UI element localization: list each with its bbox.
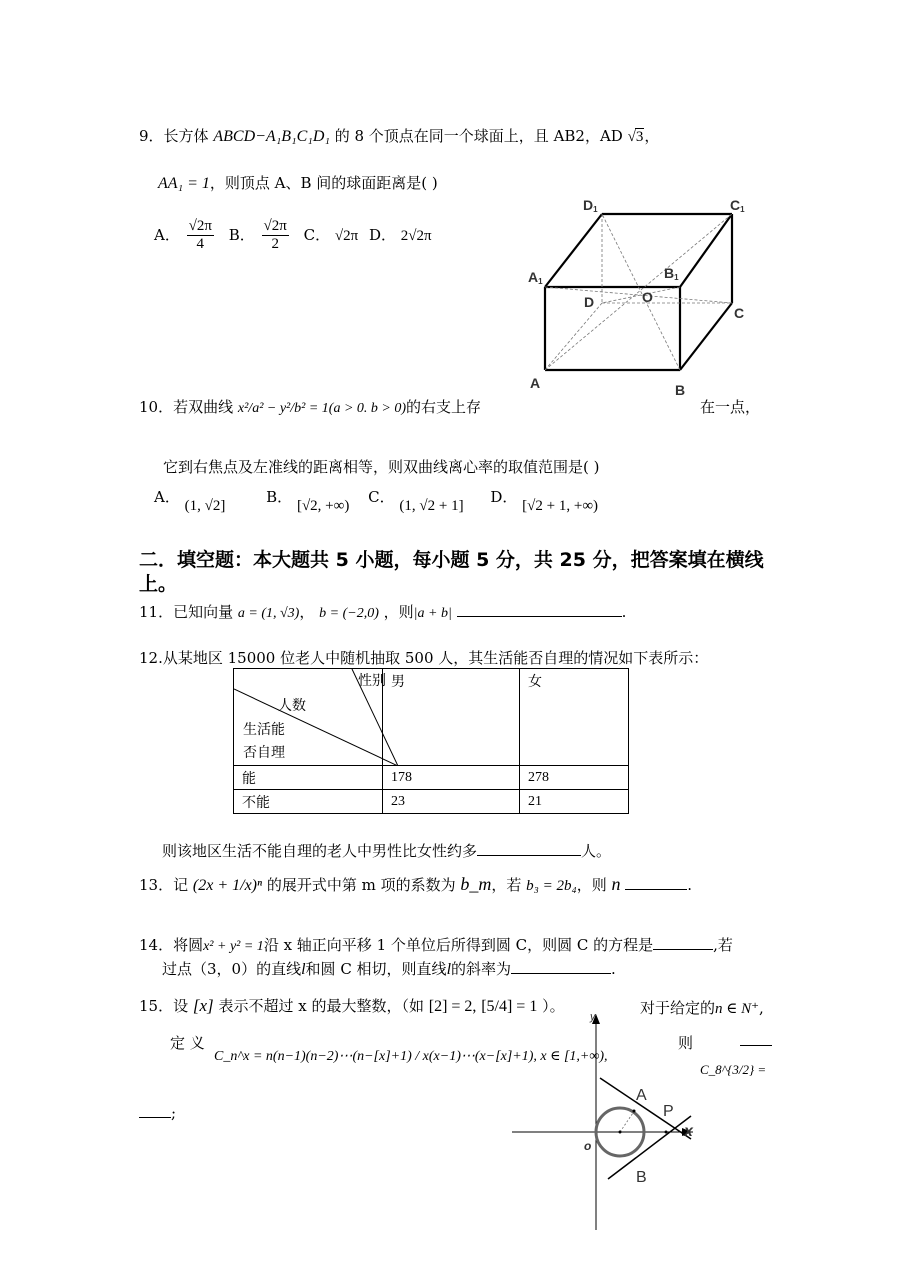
section-heading: 二．填空题：本大题共 5 小题，每小题 5 分，共 25 分，把答案填在横线上。 <box>139 549 764 595</box>
q15-floor: [x] <box>192 996 214 1015</box>
q15-ask: C_8^{3/2} = <box>700 1062 767 1077</box>
q15-example-2: [5/4] = 1 <box>481 998 538 1015</box>
q14-line1: 14．将圆x² + y² = 1沿 x 轴正向平移 1 个单位后所得到圆 C，则圆 C 的方程是 ,若 <box>139 936 733 954</box>
cell-female: 21 <box>520 790 629 814</box>
center-point <box>619 1131 622 1134</box>
q9-option-b: $\frac{√2\pi}{2}$ <box>263 218 287 253</box>
point-p-label: P <box>663 1103 674 1120</box>
q10-option-c: (1, √2 + 1] <box>399 498 464 514</box>
q9-number: 9． <box>139 127 164 145</box>
header-female: 女 <box>520 669 629 766</box>
q12-question: 则该地区生活不能自理的老人中男性比女性约多 人。 <box>162 842 612 860</box>
q13-answer-blank[interactable] <box>625 889 687 890</box>
cell-male: 23 <box>383 790 520 814</box>
table-header-diagonal <box>234 669 386 766</box>
q15-then: 则 <box>678 1034 694 1052</box>
label-B1: B1 <box>664 265 679 282</box>
label-B: B <box>675 382 686 398</box>
cell-male: 178 <box>383 766 520 790</box>
q9-sqrt3: 3 <box>635 129 644 145</box>
q9-option-d-label: D． <box>368 225 397 244</box>
q11-expression: |a + b| <box>413 606 452 621</box>
q15-number: 15． <box>139 997 174 1015</box>
row-label: 不能 <box>234 790 383 814</box>
label-A: A <box>530 375 541 391</box>
tangent-line-lower <box>608 1116 691 1179</box>
cuboid-figure <box>520 190 760 402</box>
q11-vector-a: a = (1, √3) <box>237 606 300 621</box>
tangent-graph <box>508 1012 708 1234</box>
label-C: C <box>734 305 745 321</box>
q13-bm: b_m <box>460 874 492 894</box>
q13-number: 13． <box>139 876 174 894</box>
header-male: 男 <box>383 669 520 766</box>
cell-female: 278 <box>520 766 629 790</box>
q9-option-c-label: C． <box>303 225 331 244</box>
row-label: 能 <box>234 766 383 790</box>
q15-formula: C_n^x = n(n−1)(n−2)⋯(n−[x]+1) / x(x−1)⋯(x−[x]+1), x ∈ [1,+∞), <box>214 1049 608 1064</box>
q15-line1: 15．设 [x] 表示不超过 x 的最大整数，（如 [2] = 2, [5/4] = 1 ）。 <box>139 996 565 1015</box>
point-p <box>665 1131 668 1134</box>
q12-answer-blank[interactable] <box>477 855 581 856</box>
y-axis-label: y <box>590 1012 596 1023</box>
q14-answer-blank-1[interactable] <box>653 949 713 950</box>
q14-line2: 过点（3，0）的直线l和圆 C 相切，则直线l的斜率为 . <box>162 960 616 978</box>
q10-option-d: [√2 + 1, +∞) <box>522 498 599 514</box>
q10-option-a: (1, √2] <box>184 498 226 514</box>
q10-option-b-label: B． <box>266 488 293 506</box>
q10-number: 10． <box>139 398 174 416</box>
q9-line2: AA₁ = 1，则顶点 A、B 间的球面距离是( ) <box>158 174 438 192</box>
header-gender: 性别 <box>358 673 386 689</box>
q9-option-a: $\frac{√2\pi}{4}$ <box>188 218 212 253</box>
table-row <box>234 790 629 814</box>
q13-expression: (2x + 1/x)ⁿ <box>192 877 263 894</box>
q12-table <box>233 668 629 814</box>
q9-option-d: 2√2π <box>400 227 432 244</box>
q15-line1-end: 对于给定的n ∈ N⁺, <box>640 999 764 1017</box>
table-row <box>234 766 629 790</box>
label-C1: C1 <box>730 197 745 214</box>
q15-answer-end: ; <box>139 1104 176 1122</box>
q10-option-a-label: A． <box>154 488 180 506</box>
q10-line2: 它到右焦点及左准线的距离相等，则双曲线离心率的取值范围是( ) <box>163 458 600 476</box>
q15-answer-blank[interactable] <box>139 1117 171 1118</box>
origin-label: o <box>584 1139 592 1153</box>
q10-options <box>154 486 599 514</box>
q9-condition: AA₁ = 1 <box>158 175 210 192</box>
label-O: O <box>642 289 653 305</box>
q10-option-d-label: D． <box>490 488 518 506</box>
q9-option-a-label: A． <box>154 225 180 244</box>
q14-circle: x² + y² = 1 <box>203 939 264 954</box>
point-a <box>633 1110 636 1113</box>
x-axis-label: x <box>684 1123 693 1140</box>
q10-equation: x²/a² − y²/b² = 1(a > 0. b > 0) <box>237 401 406 416</box>
label-D1: D1 <box>583 197 598 214</box>
q9-line1: 9．长方体 ABCD−A₁B₁C₁D₁ 的 8 个顶点在同一个球面上，且 AB2，AD √3， <box>139 127 660 145</box>
point-b-label: B <box>636 1169 647 1186</box>
q10-option-c-label: C． <box>368 488 395 506</box>
header-count: 人数 <box>278 698 306 714</box>
header-life-2: 否自理 <box>243 745 285 761</box>
q9-options <box>154 218 432 254</box>
q15-nset: n ∈ N⁺ <box>715 1001 760 1017</box>
q11-vector-b: b = (−2,0) <box>319 606 379 621</box>
label-D: D <box>584 294 595 310</box>
q14-answer-blank-2[interactable] <box>511 973 611 974</box>
q11: 11．已知向量 a = (1, √3)， b = (−2,0) ，则|a + b| . <box>139 603 627 621</box>
q13-n: n <box>611 874 621 894</box>
q15-example-1: [2] = 2, <box>428 998 477 1015</box>
q12-intro: 12.从某地区 15000 位老人中随机抽取 500 人，其生活能否自理的情况如下表所示： <box>139 649 709 667</box>
q13-condition: b₃ = 2b₄ <box>526 878 577 894</box>
q10-line1: 10．若双曲线 x²/a² − y²/b² = 1(a > 0. b > 0)的右支上存 <box>139 398 482 416</box>
q11-answer-blank[interactable] <box>457 616 622 617</box>
label-A1: A1 <box>528 269 543 286</box>
q13: 13．记 (2x + 1/x)ⁿ 的展开式中第 m 项的系数为 b_m，若 b₃ = 2b₄，则 n . <box>139 874 693 894</box>
q10-option-b: [√2, +∞) <box>296 498 350 514</box>
q11-number: 11． <box>139 603 174 621</box>
q9-option-b-label: B． <box>228 225 255 244</box>
q10-line1-end: 在一点， <box>700 398 761 416</box>
q15-answer-blank-top[interactable] <box>740 1045 772 1046</box>
point-a-label: A <box>636 1087 647 1104</box>
q9-solid: ABCD−A₁B₁C₁D₁ <box>213 128 330 145</box>
q15-define-label: 定 义 <box>170 1034 205 1052</box>
q9-option-c: √2π <box>334 227 359 244</box>
header-life-1: 生活能 <box>243 722 285 738</box>
